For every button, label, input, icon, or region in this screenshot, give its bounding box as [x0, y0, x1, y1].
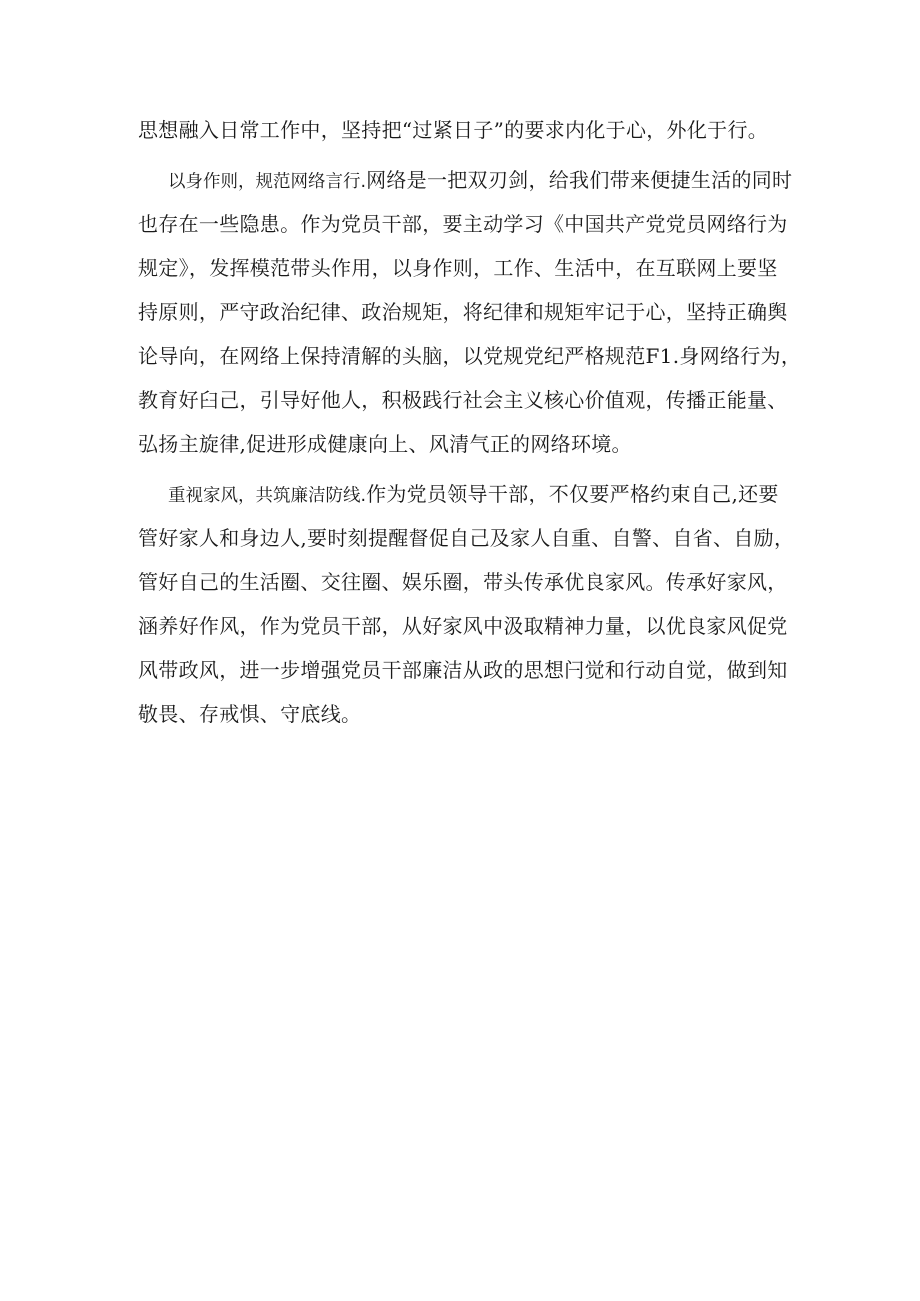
paragraph-2	[138, 158, 802, 466]
paragraph-3-line-6: 敬畏、存戒惧、守底线。	[138, 702, 362, 726]
paragraph-2-line-1-text: 网络是一把双刃剑，给我们带来便捷生活的同时	[366, 168, 793, 192]
document-body	[138, 108, 802, 736]
paragraph-3-line-5: 风带政风，进一步增强党员干部廉洁从政的思想闩觉和行动自觉，做到知	[138, 658, 788, 682]
paragraph-2-line-4: 持原则，严守政治纪律、政治规矩，将纪律和规矩牢记于心，坚持正确舆	[138, 300, 788, 324]
paragraph-3	[138, 472, 795, 736]
paragraph-1	[138, 108, 788, 152]
paragraph-2-line-1	[138, 158, 793, 202]
paragraph-3-line-3: 管好自己的生活圈、交往圈、娱乐圈，带头传承优良家风。传承好家风，	[138, 570, 788, 594]
paragraph-2-line-2: 也存在一些隐患。作为党员干部，要主动学习《中国共产党党员网络行为	[138, 212, 788, 236]
paragraph-1-line-1: 思想融入日常工作中，坚持把“过紧日子”的要求内化于心，外化于行。	[138, 118, 769, 142]
paragraph-2-line-6: 教育好臼己，引导好他人，积极践行社会主义核心价值观，传播正能量、	[138, 388, 788, 412]
paragraph-3-line-1	[138, 472, 788, 516]
paragraph-3-line-1-text: 作为党员领导干部，不仅要严格约束自己,还要	[366, 482, 779, 506]
paragraph-2-lead: 以身作则，规范网络言行.	[168, 172, 367, 192]
paragraph-2-line-3: 规定》，发挥模范带头作用，以身作则，工作、生活中，在互联网上要坚	[138, 256, 778, 280]
paragraph-2-line-7: 弘扬主旋律,促进形成健康向上、风清气正的网络环境。	[138, 432, 632, 456]
paragraph-3-lead: 重视家风，共筑廉洁防线.	[168, 486, 367, 506]
paragraph-3-line-2: 管好家人和身边人,要时刻提醒督促自己及家人自重、自警、自省、自励，	[138, 526, 795, 550]
paragraph-3-line-4: 涵养好作风，作为党员干部，从好家风中汲取精神力量，以优良家风促党	[138, 614, 788, 638]
paragraph-2-line-5: 论导向，在网络上保持清解的头脑，以党规党纪严格规范F1.身网络行为，	[138, 344, 802, 368]
